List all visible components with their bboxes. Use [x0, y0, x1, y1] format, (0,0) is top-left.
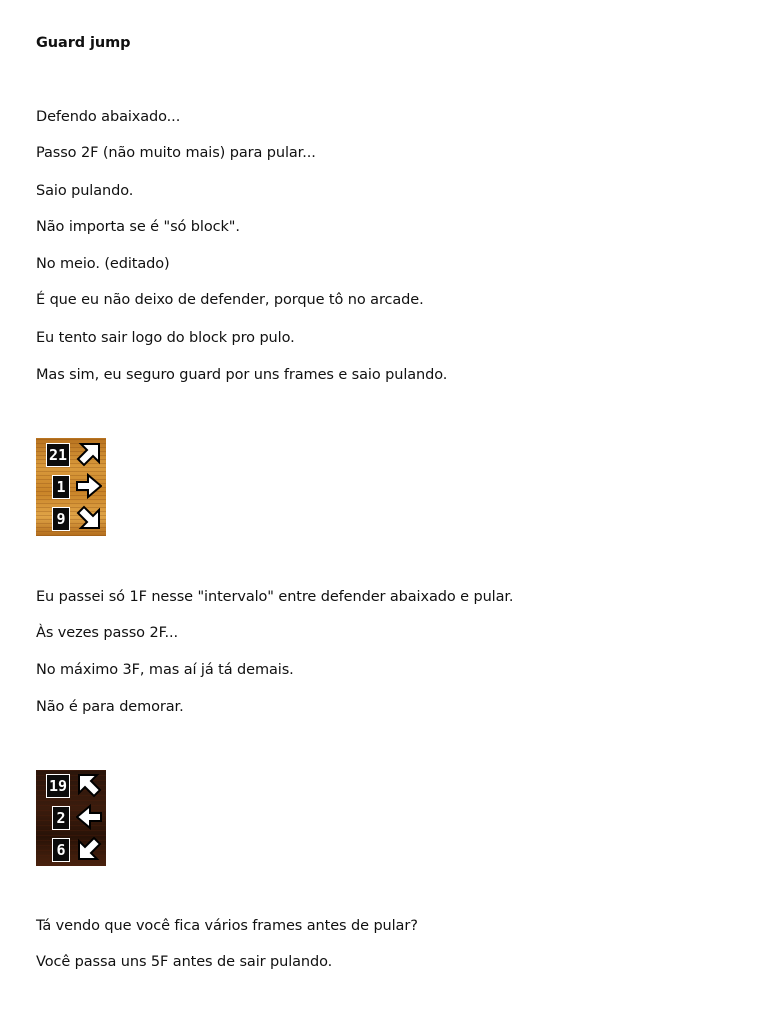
paragraph: Não é para demorar. [36, 699, 184, 715]
left-arrow-icon [76, 804, 102, 830]
input-row [36, 441, 106, 469]
input-row [36, 772, 106, 800]
document-title: Guard jump [36, 35, 131, 51]
paragraph: Passo 2F (não muito mais) para pular... [36, 145, 316, 161]
paragraph: Às vezes passo 2F... [36, 625, 179, 641]
paragraph: Não importa se é "só block". [36, 219, 240, 235]
paragraph: Saio pulando. [36, 183, 134, 199]
frame-count: 19 [46, 774, 70, 798]
down-right-arrow-icon [76, 505, 102, 531]
paragraph: Mas sim, eu seguro guard por uns frames e saio pulando. [36, 367, 448, 383]
paragraph: Defendo abaixado... [36, 109, 181, 125]
paragraph: É que eu não deixo de defender, porque tô no arcade. [36, 292, 424, 308]
down-left-arrow-icon [76, 836, 102, 862]
right-arrow-icon [76, 473, 102, 499]
up-right-arrow-icon [76, 441, 102, 467]
paragraph: Eu passei só 1F nesse "intervalo" entre defender abaixado e pular. [36, 589, 514, 605]
frame-count: 21 [46, 443, 70, 467]
input-row [36, 804, 106, 832]
input-row [36, 473, 106, 501]
up-left-arrow-icon [76, 772, 102, 798]
frame-count: 9 [52, 507, 70, 531]
frame-count: 2 [52, 806, 70, 830]
frame-count: 1 [52, 475, 70, 499]
frame-count: 6 [52, 838, 70, 862]
paragraph: Tá vendo que você fica vários frames antes de pular? [36, 918, 418, 934]
paragraph: No máximo 3F, mas aí já tá demais. [36, 662, 294, 678]
paragraph: Eu tento sair logo do block pro pulo. [36, 330, 295, 346]
paragraph: Você passa uns 5F antes de sair pulando. [36, 954, 333, 970]
input-display-image [36, 770, 106, 866]
input-row [36, 836, 106, 864]
input-display-image [36, 438, 106, 536]
paragraph: No meio. (editado) [36, 256, 170, 272]
input-row [36, 505, 106, 533]
